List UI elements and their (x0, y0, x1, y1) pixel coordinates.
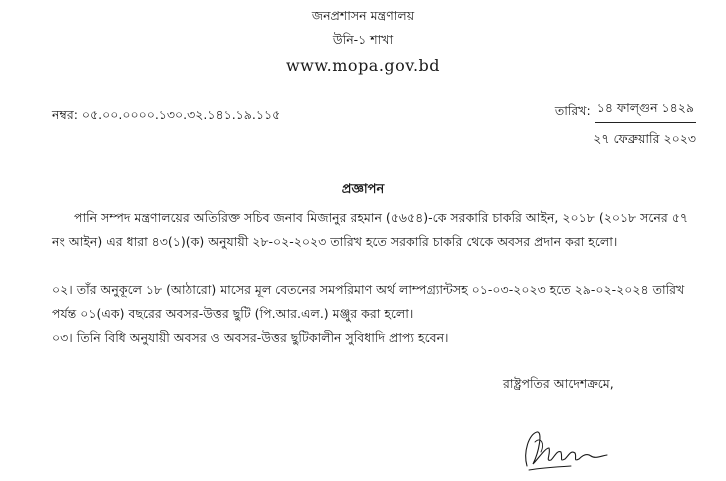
gregorian-date: ২৭ ফেব্রুয়ারি ২০২৩ (593, 131, 696, 146)
signature-mark (515, 422, 615, 480)
website-url: www.mopa.gov.bd (285, 56, 441, 75)
bengali-date-row (555, 100, 696, 123)
paragraph-2: ০২। তাঁর অনুকূলে ১৮ (আঠারো) মাসের মূল বেতনের সমপরিমাণ অর্থ লাম্পগ্র্যান্টসহ ০১-০৩-২০২৩ হতে ২৯-০২-২০২৪ তারিখ পর্যন্ত ০১(এক) বছরের অবসর-উত্তর ছুটি (পি.আর.এল.) মঞ্জুর করা হলো। (52, 282, 685, 321)
ministry-name: জনপ্রশাসন মন্ত্রণালয় (311, 8, 415, 23)
bengali-date: ১৪ ফাল্গুন ১৪২৯ (595, 100, 696, 123)
memo-number: নম্বর: ০৫.০০.০০০০.১৩০.৩২.১৪১.১৯.১১৫ (52, 107, 281, 122)
date-block (555, 100, 696, 151)
notice-title: প্রজ্ঞাপন (341, 182, 385, 197)
unit-name: উনি-১ শাখা (332, 32, 394, 47)
closing-line: রাষ্ট্রপতির আদেশক্রমে, (503, 376, 614, 391)
paragraph-1: পানি সম্পদ মন্ত্রণালয়ের অতিরিক্ত সচিব জনাব মিজানুর রহমান (৫৬৫৪)-কে সরকারি চাকরি আইন, ২০১৮ (২০১৮ সনের ৫৭ নং আইন) এর ধারা ৪৩(১)(ক) অনুযায়ী ২৮-০২-২০২৩ তারিখ হতে সরকারি চাকরি থেকে অবসর প্রদান করা হলো। (52, 210, 688, 249)
paragraph-3: ০৩। তিনি বিধি অনুযায়ী অবসর ও অবসর-উত্তর ছুটিকালীন সুবিধাদি প্রাপ্য হবেন। (52, 330, 449, 345)
date-label: তারিখ: (554, 103, 591, 118)
